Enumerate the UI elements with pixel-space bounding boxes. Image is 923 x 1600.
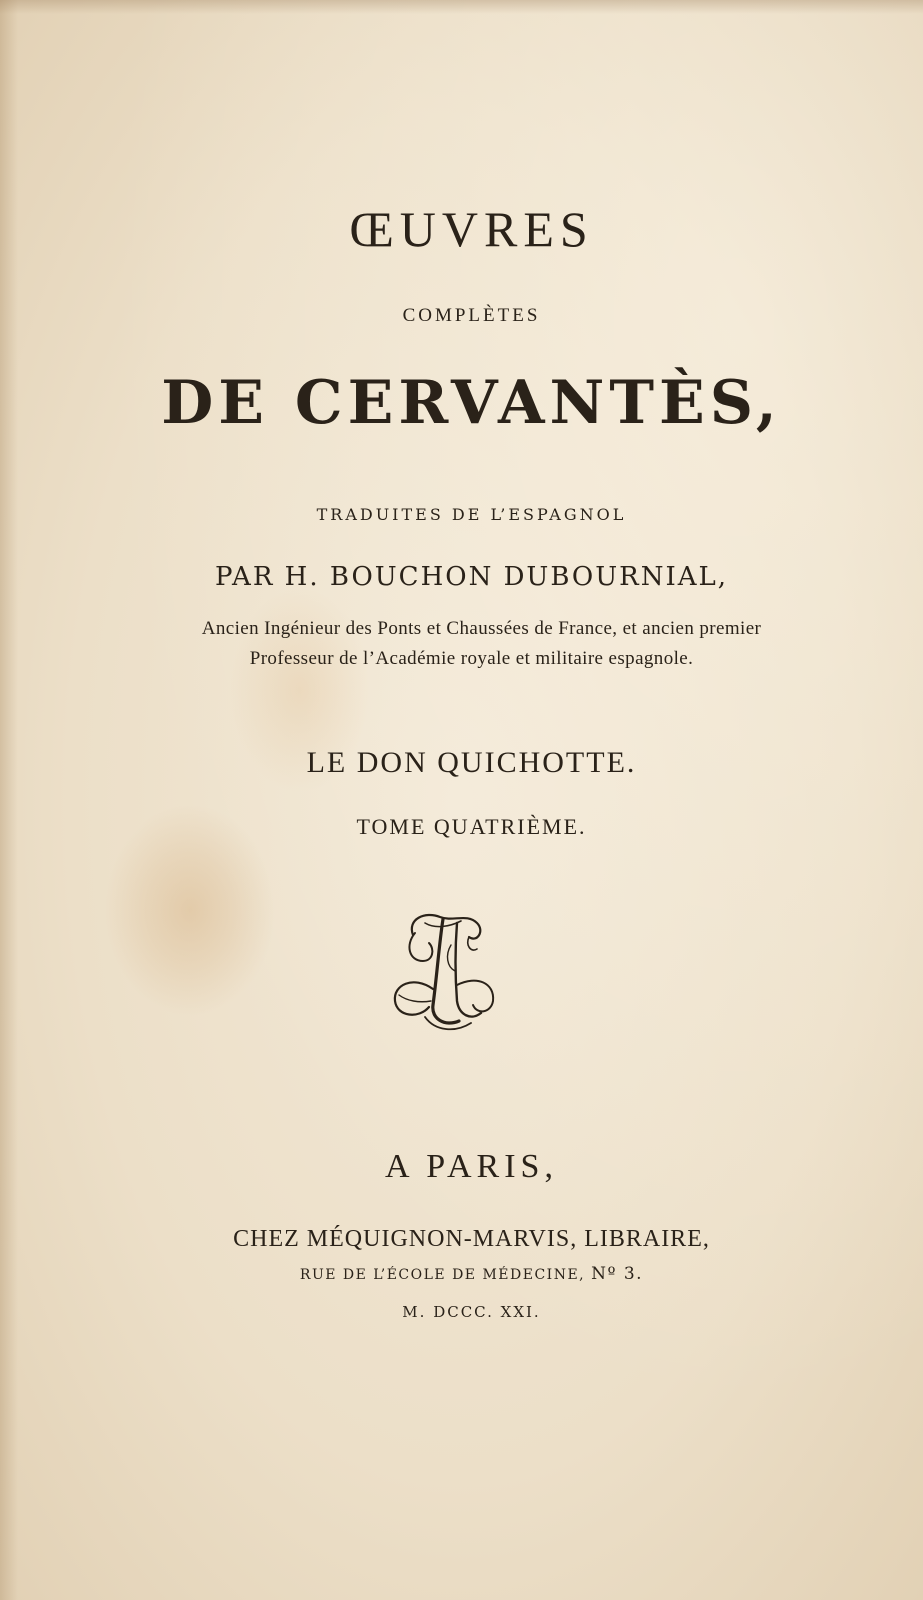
volume-number: TOME QUATRIÈME. [356, 814, 587, 839]
subtitle-translated-from: TRADUITES DE L’ESPAGNOL [316, 505, 627, 524]
imprint-street: RUE DE L’ÉCOLE DE MÉDECINE, [299, 1267, 586, 1283]
imprint-city: A PARIS, [385, 1148, 558, 1185]
title-completes: COMPLÈTES [402, 305, 541, 326]
imprint-address [0, 1264, 923, 1284]
title-cervantes: DE CERVANTÈS, [161, 368, 782, 438]
translator-name: PAR H. BOUCHON DUBOURNIAL, [214, 562, 729, 592]
imprint-street-number: Nº 3. [591, 1264, 644, 1284]
work-title: LE DON QUICHOTTE. [306, 746, 637, 779]
title-oeuvres: ŒUVRES [349, 201, 594, 257]
translator-credentials-line-1: Ancien Ingénieur des Ponts et Chaussées de France, et ancien premier [201, 618, 762, 639]
imprint-date: M. DCCC. XXI. [402, 1303, 541, 1321]
translator-credentials-line-2: Professeur de l’Académie royale et militaire espagnole. [249, 648, 694, 669]
page-edge-shadow-top [0, 0, 923, 14]
imprint-publisher: CHEZ MÉQUIGNON-MARVIS, LIBRAIRE, [233, 1226, 710, 1252]
monogram-icon [385, 905, 505, 1035]
